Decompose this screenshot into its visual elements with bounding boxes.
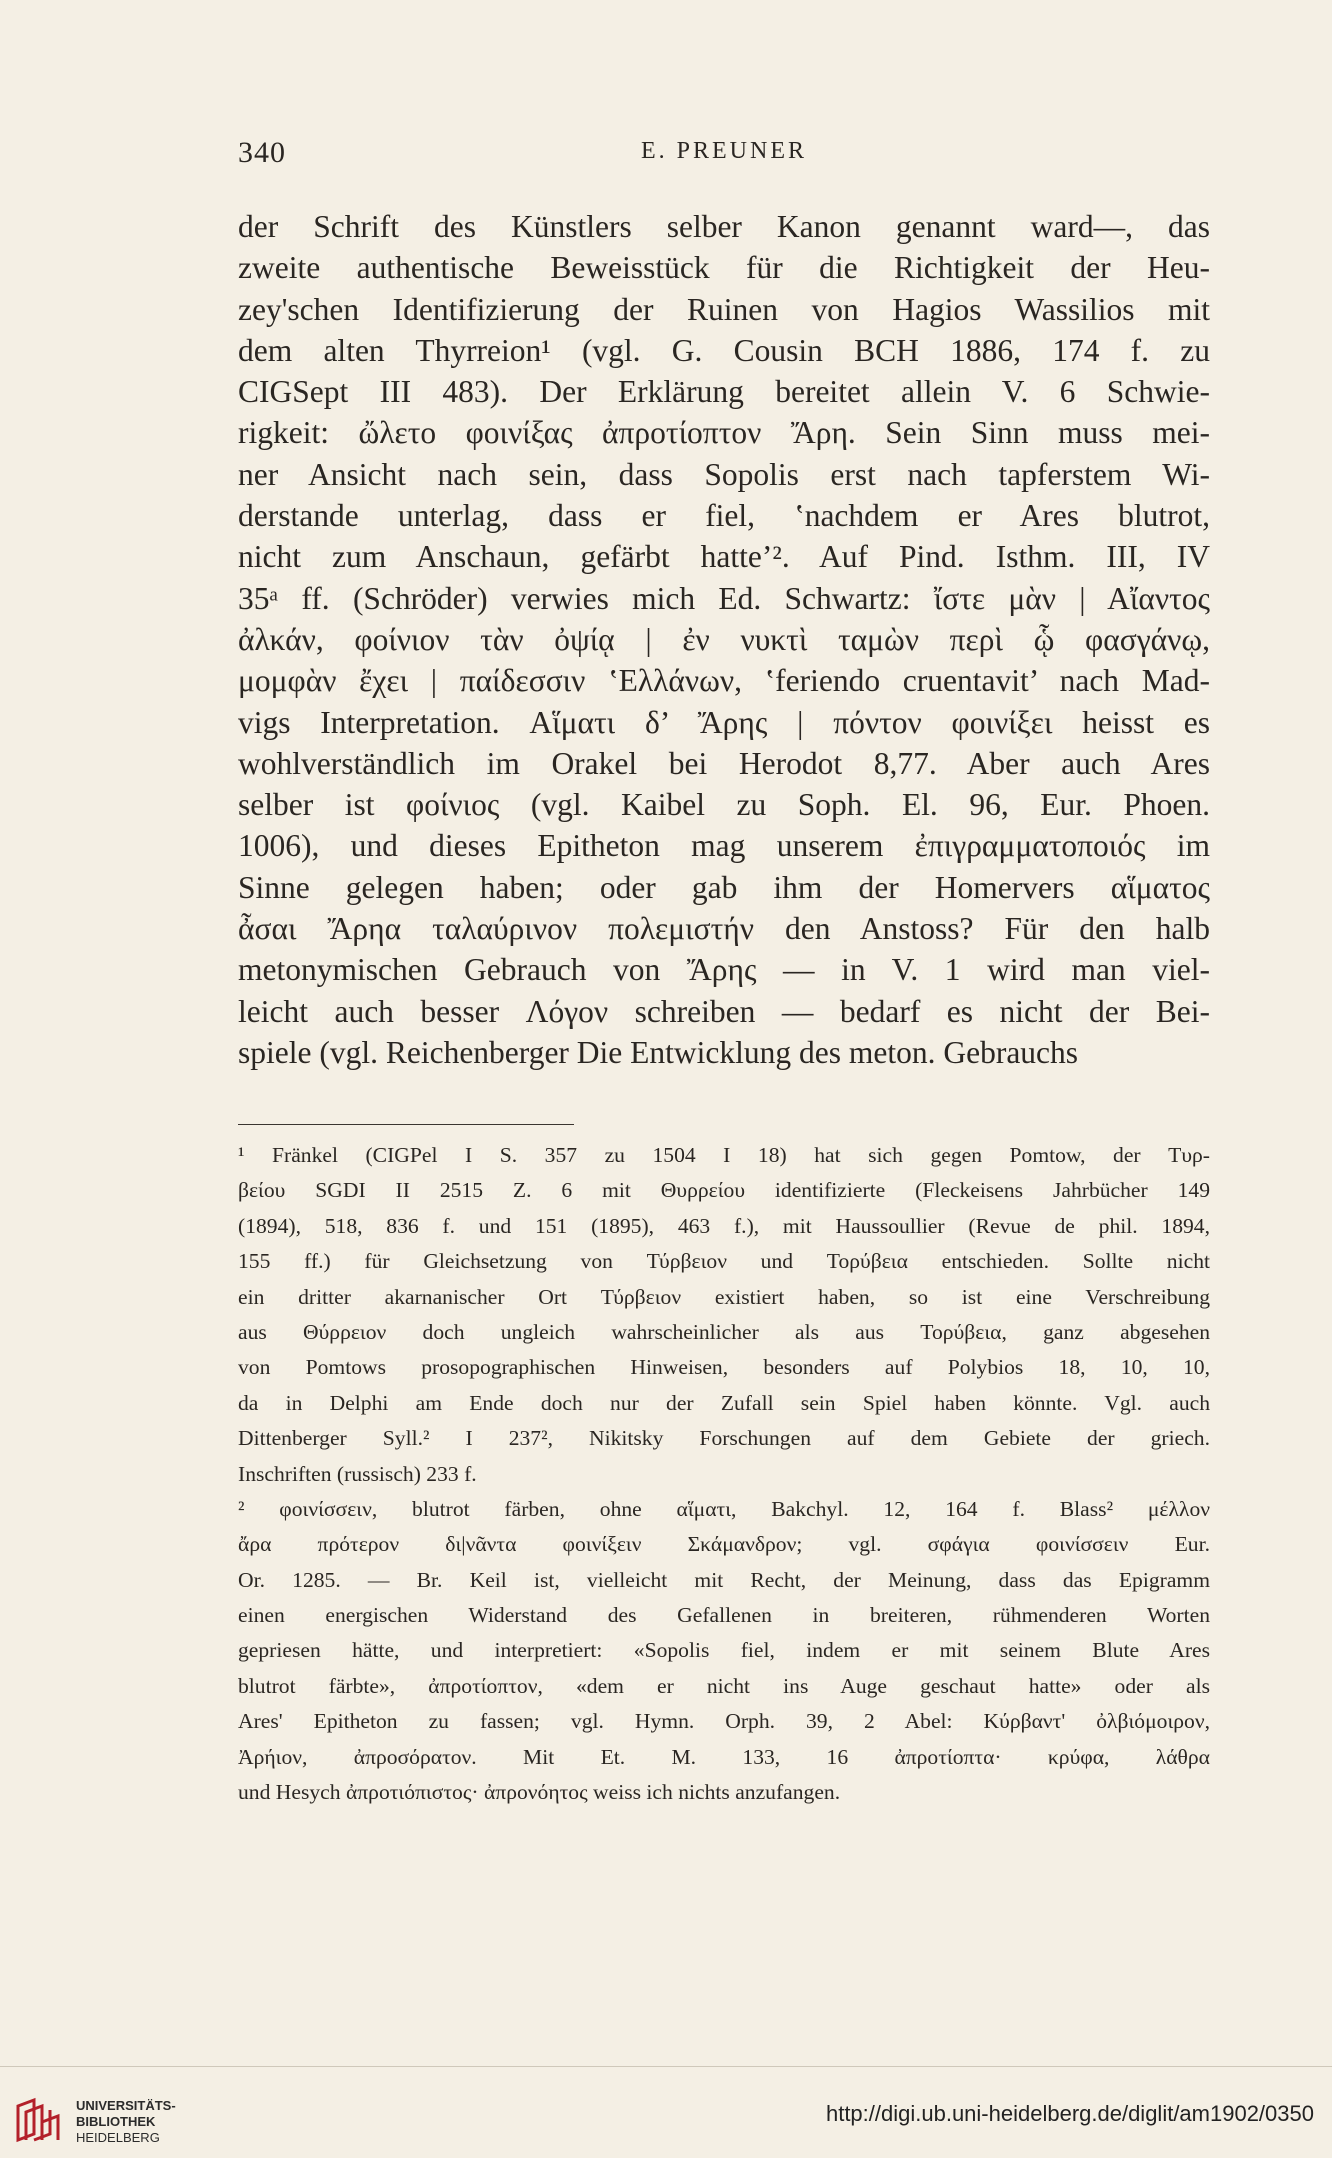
text-line: metonymischen Gebrauch von Ἄρης — in V. 1 wird man viel- <box>238 952 1210 988</box>
footer-divider <box>0 2066 1332 2067</box>
text-line: derstande unterlag, dass er fiel, ‛nachdem er Ares blutrot, <box>238 498 1210 534</box>
permalink-url[interactable]: http://digi.ub.uni-heidelberg.de/diglit/am1902/0350 <box>825 2101 1314 2126</box>
page-number: 340 <box>238 136 286 169</box>
running-head: E. PREUNER <box>640 138 807 164</box>
text-line: μομφὰν ἔχει | παίδεσσιν ‛Ελλάνων, ‛feriendo cruentavit’ nach Mad- <box>238 663 1210 699</box>
footnotes <box>238 1138 1210 1810</box>
footnote-line: da in Delphi am Ende doch nur der Zufall sein Spiel haben könnte. Vgl. auch <box>238 1390 1210 1415</box>
text-line: der Schrift des Künstlers selber Kanon genannt ward—, das <box>238 209 1210 244</box>
footnote-line: gepriesen hätte, und interpretiert: «Sopolis fiel, indem er mit seinem Blute Ares <box>238 1638 1210 1663</box>
institution-line: UNIVERSITÄTS- <box>76 2098 176 2113</box>
footnote-line: ¹ Fränkel (CIGPel I S. 357 zu 1504 I 18) hat sich gegen Pomtow, der Τυρ- <box>238 1143 1210 1167</box>
footnote-line: Dittenberger Syll.² I 237², Nikitsky Forschungen auf dem Gebiete der griech. <box>238 1426 1210 1451</box>
text-line: nicht zum Anschaun, gefärbt hatte’². Auf Pind. Isthm. III, IV <box>238 539 1210 575</box>
footnote-line: von Pomtows prosopographischen Hinweisen, besonders auf Polybios 18, 10, 10, <box>238 1355 1210 1380</box>
institution-line: BIBLIOTHEK <box>76 2114 156 2129</box>
text-line: vigs Interpretation. Αἵματι δ’ Ἄρης | πόντον φοινίξει heisst es <box>238 704 1210 740</box>
footnote-line: aus Θύρρειον doch ungleich wahrscheinlicher als aus Τορύβεια, ganz abgesehen <box>238 1319 1210 1344</box>
footnote-line: 155 ff.) für Gleichsetzung von Τύρβειον und Τορύβεια entschieden. Sollte nicht <box>238 1249 1210 1274</box>
digitization-footer <box>0 2066 1332 2158</box>
text-line: CIGSept III 483). Der Erklärung bereitet allein V. 6 Schwie- <box>238 374 1210 410</box>
footnote-line: Inschriften (russisch) 233 f. <box>238 1461 477 1486</box>
footnote-line: ἄρα πρότερον δι|νᾶντα φοινίξειν Σκάμανδρον; vgl. σφάγια φοινίσσειν Eur. <box>238 1532 1210 1557</box>
text-line: selber ist φοίνιος (vgl. Kaibel zu Soph. El. 96, Eur. Phoen. <box>238 787 1210 823</box>
footnote-separator <box>238 1124 574 1125</box>
text-line: wohlverständlich im Orakel bei Herodot 8,77. Aber auch Ares <box>238 745 1210 781</box>
text-line: dem alten Thyrreion¹ (vgl. G. Cousin BCH 1886, 174 f. zu <box>238 332 1210 368</box>
footnote-line: (1894), 518, 836 f. und 151 (1895), 463 f.), mit Haussoullier (Revue de phil. 1894, <box>238 1213 1210 1238</box>
text-line: 35ᵃ ff. (Schröder) verwies mich Ed. Schwartz: ἴστε μὰν | Αἴαντος <box>238 580 1210 616</box>
footnote-line: blutrot färbte», ἀπροτίοπτον, «dem er nicht ins Auge geschaut hatte» oder als <box>238 1673 1210 1698</box>
text-line: 1006), und dieses Epitheton mag unserem ἐπιγραμματοποιός im <box>238 828 1210 864</box>
text-line: ner Ansicht nach sein, dass Sopolis erst nach tapferstem Wi- <box>238 456 1210 492</box>
text-line: leicht auch besser Λόγον schreiben — bedarf es nicht der Bei- <box>238 993 1210 1029</box>
text-line: zey'schen Identifizierung der Ruinen von Hagios Wassilios mit <box>238 291 1210 327</box>
footnote-line: ² φοινίσσειν, blutrot färben, ohne αἵματι, Bakchyl. 12, 164 f. Blass² μέλλον <box>238 1496 1210 1521</box>
logo-graphic <box>14 2096 64 2146</box>
ub-heidelberg-logo-icon[interactable] <box>14 2096 64 2146</box>
text-line: ἀλκάν, φοίνιον τὰν ὀψίᾳ | ἐν νυκτὶ ταμὼν περὶ ᾧ φασγάνῳ, <box>238 621 1210 657</box>
page-header <box>238 136 1210 176</box>
institution-name <box>76 2098 176 2146</box>
text-line: Sinne gelegen haben; oder gab ihm der Homervers αἵματος <box>238 869 1210 905</box>
institution-line: HEIDELBERG <box>76 2130 160 2145</box>
footnote-line: einen energischen Widerstand des Gefallenen in breiteren, rühmenderen Worten <box>238 1603 1210 1628</box>
text-line: rigkeit: ὤλετο φοινίξας ἀπροτίοπτον Ἄρη. Sein Sinn muss mei- <box>238 415 1210 451</box>
footnote-line: und Hesych ἀπροτιόπιστος· ἀπρονόητος weiss ich nichts anzufangen. <box>238 1780 841 1805</box>
footnote-line: βείου SGDI II 2515 Z. 6 mit Θυρρείου identifizierte (Fleckeisens Jahrbücher 149 <box>238 1178 1210 1203</box>
footnote-line: Or. 1285. — Br. Keil ist, vielleicht mit Recht, der Meinung, dass das Epigramm <box>238 1567 1210 1592</box>
footnote-line: Ἀρήιον, ἀπροσόρατον. Mit Et. M. 133, 16 ἀπροτίοπτα· κρύφα, λάθρα <box>238 1744 1210 1769</box>
text-line: zweite authentische Beweisstück für die Richtigkeit der Heu- <box>238 250 1210 286</box>
main-text <box>238 206 1210 1073</box>
footnote-line: Ares' Epitheton zu fassen; vgl. Hymn. Orph. 39, 2 Abel: Κύρβαντ' ὀλβιόμοιρον, <box>238 1709 1210 1734</box>
text-line: ἆσαι Ἄρηα ταλαύρινον πολεμιστήν den Anstoss? Für den halb <box>238 911 1210 947</box>
text-line: spiele (vgl. Reichenberger Die Entwicklung des meton. Gebrauchs <box>238 1034 1079 1070</box>
footnote-line: ein dritter akarnanischer Ort Τύρβειον existiert haben, so ist eine Verschreibung <box>238 1284 1210 1309</box>
